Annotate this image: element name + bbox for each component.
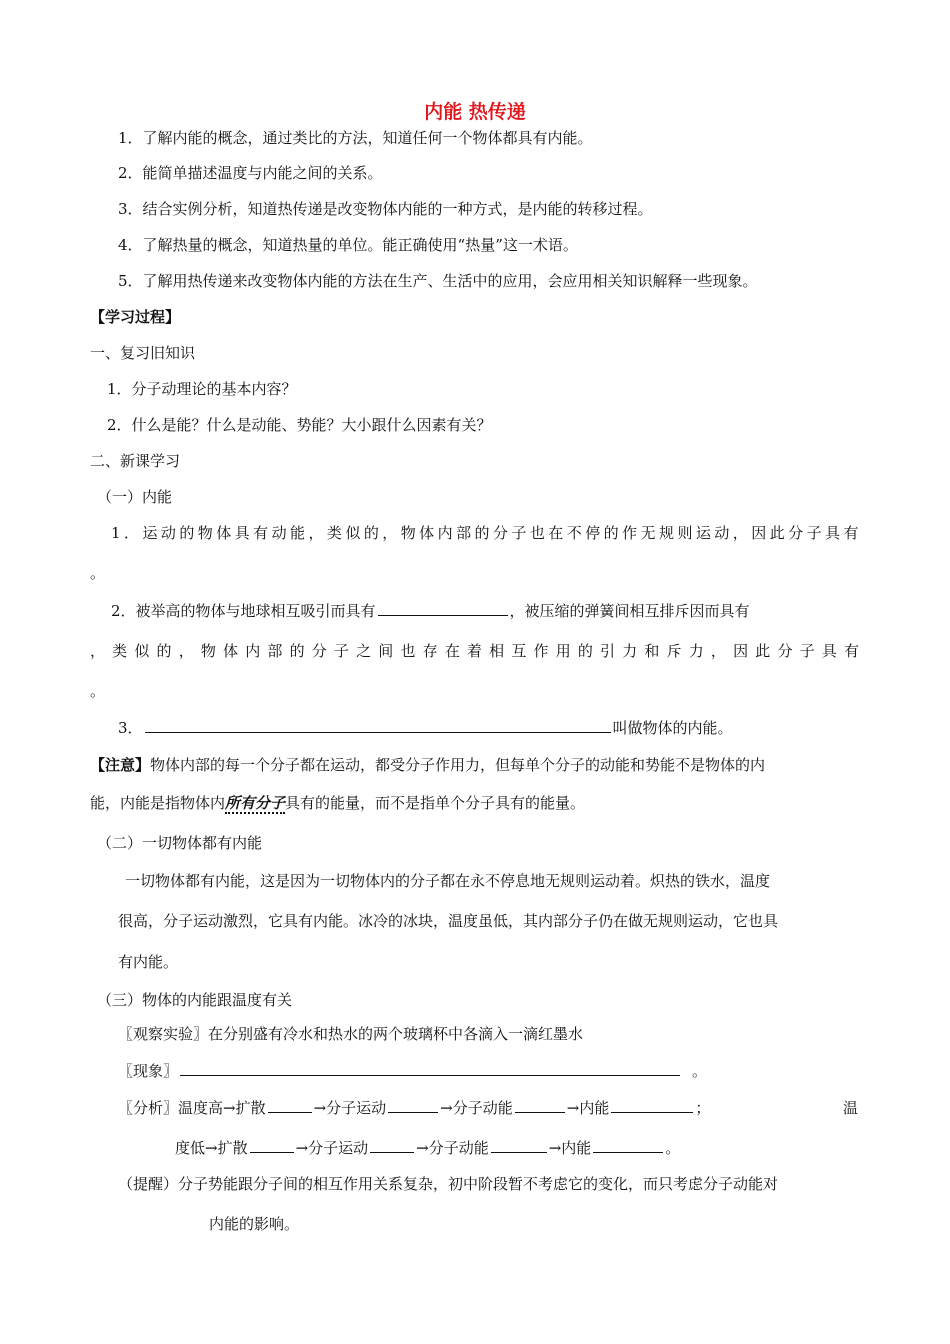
phenomenon-label: 〖现象〗 <box>118 1062 179 1080</box>
note-label: 【注意】 <box>90 756 151 774</box>
paragraph-2-part-b: ，被压缩的弹簧间相互排斥因而具有 <box>509 602 750 620</box>
hint-line-2: 内能的影响。 <box>209 1215 300 1233</box>
answer-blank[interactable] <box>268 1098 312 1113</box>
answer-blank[interactable] <box>378 601 508 616</box>
analysis-end-period: 。 <box>665 1139 681 1157</box>
note-line-2 <box>90 793 585 813</box>
note-text-2b: 具有的能量，而不是指单个分子具有的能量。 <box>285 794 586 812</box>
answer-blank[interactable] <box>250 1138 294 1153</box>
hint-line-1 <box>118 1174 778 1194</box>
document-title: 内能 热传递 <box>424 101 526 123</box>
objective-4: 4．了解热量的概念，知道热量的单位。能正确使用“热量”这一术语。 <box>118 236 578 254</box>
answer-blank[interactable] <box>180 1061 680 1076</box>
hint-label: （提醒） <box>118 1175 179 1193</box>
note-text-2a: 能，内能是指物体内 <box>90 794 226 812</box>
experiment-text: 〖观察实验〗在分别盛有冷水和热水的两个玻璃杯中各滴入一滴红墨水 <box>118 1025 584 1043</box>
section-2-line-1: 一切物体都有内能，这是因为一切物体内的分子都在永不停息地无规则运动着。炽热的铁水，温度 <box>125 872 771 890</box>
analysis-low-diffusion: 度低→扩散 <box>175 1139 248 1157</box>
section-2-line-2: 很高，分子运动激烈，它具有内能。冰冷的冰块，温度虽低，其内部分子仍在做无规则运动，它也具 <box>118 912 779 930</box>
paragraph-3-tail: 叫做物体的内能。 <box>612 719 733 737</box>
analysis-line-low <box>175 1138 680 1158</box>
section-2-line-3: 有内能。 <box>118 953 179 971</box>
paragraph-3-number: 3． <box>118 719 143 737</box>
analysis-high-diffusion: 温度高→扩散 <box>178 1099 266 1117</box>
objective-1: 1．了解内能的概念，通过类比的方法，知道任何一个物体都具有内能。 <box>118 129 593 147</box>
analysis-wen: 温 <box>843 1099 859 1117</box>
answer-blank[interactable] <box>370 1138 414 1153</box>
analysis-kinetic: →分子动能 <box>440 1099 513 1117</box>
note-line-1 <box>90 755 765 775</box>
paragraph-2-line-2: ，类似的，物体内部的分子之间也存在着相互作用的引力和斥力，因此分子具有 <box>90 642 859 660</box>
review-question-2: 2．什么是能？什么是动能、势能？大小跟什么因素有关？ <box>107 416 492 434</box>
answer-blank[interactable] <box>388 1098 438 1113</box>
review-question-1: 1．分子动理论的基本内容？ <box>107 380 297 398</box>
analysis-label: 〖分析〗 <box>118 1099 179 1117</box>
section-1-heading: （一）内能 <box>97 488 173 506</box>
paragraph-1-blank-end: 。 <box>90 564 106 582</box>
phenomenon-end: 。 <box>692 1062 708 1080</box>
paragraph-3 <box>118 718 733 738</box>
hint-text-1: 分子势能跟分子间的相互作用关系复杂，初中阶段暂不考虑它的变化，而只考虑分子动能对 <box>178 1175 779 1193</box>
paragraph-2-line-1 <box>111 601 750 621</box>
answer-blank[interactable] <box>145 718 611 733</box>
analysis-motion-low: →分子运动 <box>295 1139 369 1157</box>
note-text-1: 物体内部的每一个分子都在运动，都受分子作用力，但每单个分子的动能和势能不是物体的内 <box>150 756 766 774</box>
paragraph-2-part-a: 2．被举高的物体与地球相互吸引而具有 <box>111 602 376 620</box>
analysis-line-high <box>118 1098 710 1118</box>
section-2-heading: （二）一切物体都有内能 <box>97 834 263 852</box>
answer-blank[interactable] <box>611 1098 693 1113</box>
section-3-heading: （三）物体的内能跟温度有关 <box>97 991 293 1009</box>
analysis-motion: →分子运动 <box>313 1099 387 1117</box>
note-emphasis: 所有分子 <box>225 794 286 812</box>
new-lesson-heading: 二、新课学习 <box>90 452 181 470</box>
objective-3: 3．结合实例分析，知道热传递是改变物体内能的一种方式，是内能的转移过程。 <box>118 200 653 218</box>
answer-blank[interactable] <box>593 1138 663 1153</box>
objective-5: 5．了解用热传递来改变物体内能的方法在生产、生活中的应用，会应用相关知识解释一些现象。 <box>118 272 758 290</box>
review-heading: 一、复习旧知识 <box>90 344 196 362</box>
phenomenon-line <box>118 1061 707 1081</box>
paragraph-1-line-1: 1．运动的物体具有动能，类似的，物体内部的分子也在不停的作无规则运动，因此分子具有 <box>111 524 859 542</box>
answer-blank[interactable] <box>515 1098 565 1113</box>
paragraph-2-blank-end: 。 <box>90 682 106 700</box>
analysis-kinetic-low: →分子动能 <box>416 1139 489 1157</box>
process-heading: 【学习过程】 <box>90 308 181 326</box>
answer-blank[interactable] <box>491 1138 547 1153</box>
analysis-semicolon: ； <box>695 1099 711 1117</box>
analysis-internal-low: →内能 <box>548 1139 592 1157</box>
objective-2: 2．能简单描述温度与内能之间的关系。 <box>118 164 383 182</box>
analysis-internal: →内能 <box>566 1099 610 1117</box>
